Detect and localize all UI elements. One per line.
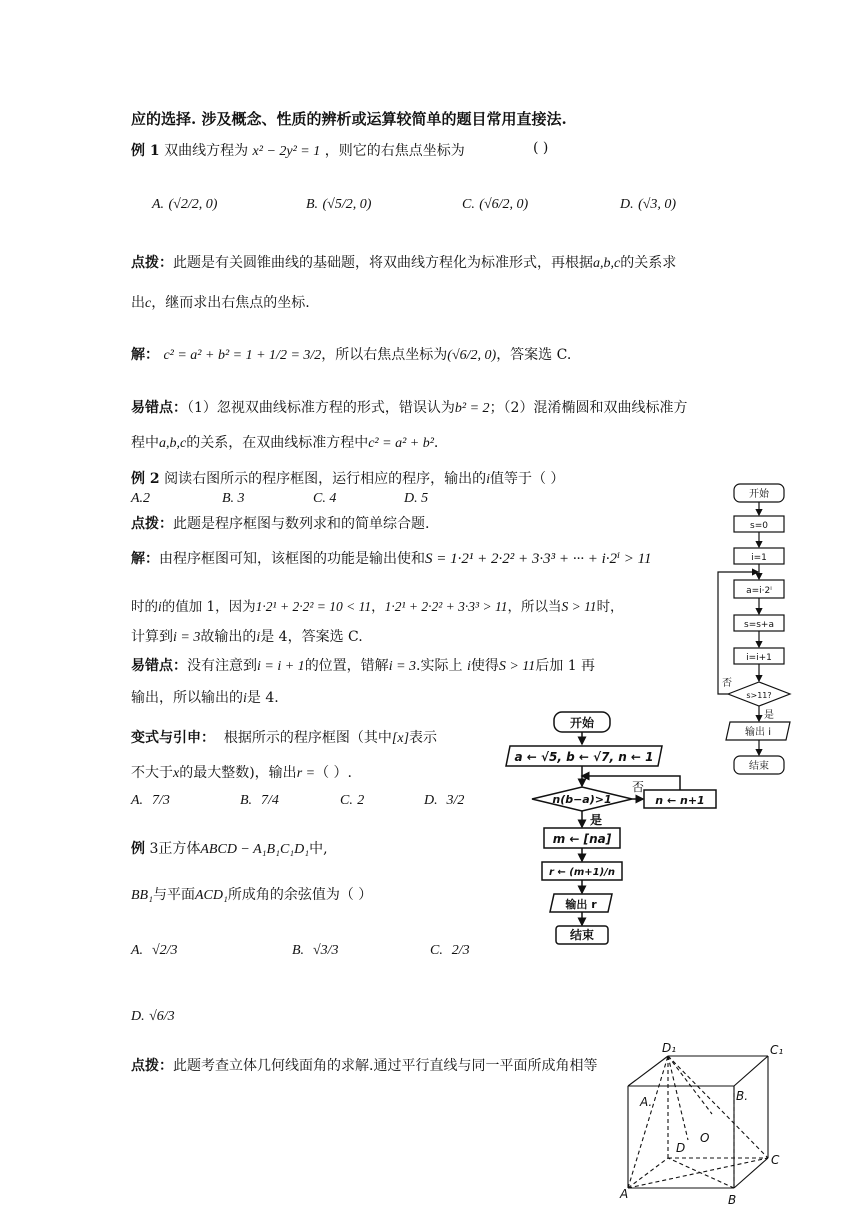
solution-text: 故输出的 <box>200 629 257 645</box>
option-value: 2 <box>357 793 365 808</box>
error-text: .实际上 <box>416 658 463 674</box>
solution-equation: c² = a² + b² = 1 + 1/2 = 3/2 <box>163 348 322 363</box>
ex1-option-c <box>462 196 528 213</box>
flow1-start: 开始 <box>749 489 769 500</box>
solution-label: 解： <box>131 347 159 363</box>
variant-text: 根据所示的程序框图（其中 <box>223 730 392 746</box>
ex2-label: 例 2 <box>131 471 160 487</box>
error-text: ；（2）混淆椭圆和双曲线标准方 <box>489 400 688 416</box>
flow1-end: 结束 <box>749 761 769 772</box>
ex1-text2: ，则它的右焦点坐标为 <box>324 143 465 159</box>
ex1-hint <box>131 252 676 272</box>
ex3-text: 与平面 <box>152 887 195 903</box>
variant-text: （ ）. <box>315 765 352 781</box>
error-text: 程中 <box>131 435 159 451</box>
error-label: 易错点： <box>131 400 187 416</box>
ex3-option-a <box>131 942 178 959</box>
ex3-question <box>131 838 328 858</box>
ex3-text: 正方体 <box>158 841 201 857</box>
flow2-start: 开始 <box>569 716 595 730</box>
error-text: 没有注意到 <box>187 658 257 674</box>
ex2-option-b: B. 3 <box>222 491 245 506</box>
ex1-error <box>131 397 687 417</box>
ex2-question <box>131 468 564 488</box>
solution-eq: i = 3 <box>173 630 201 645</box>
option-letter: B. <box>240 793 253 808</box>
flow2-m: m ← [na] <box>552 832 612 846</box>
hint-vars: a,b,c <box>593 256 621 271</box>
ex3-option-b <box>292 942 339 959</box>
ex1-option-a <box>152 196 217 213</box>
hint-var: c <box>145 296 152 311</box>
ex3-hint <box>131 1055 597 1075</box>
hint-text: 此题考查立体几何线面角的求解.通过平行直线与同一平面所成角相等 <box>173 1058 598 1074</box>
ex3-number: 3 <box>149 841 159 857</box>
solution-eq: 1·2¹ + 2·2² + 3·3³ > 11 <box>384 599 508 614</box>
error-text: 的关系，在双曲线标准方程中 <box>186 435 369 451</box>
error-var: i <box>466 659 471 674</box>
solution-eq: 1·2¹ + 2·2² = 10 < 11 <box>255 599 372 614</box>
cube-figure <box>616 1040 796 1216</box>
solution-text: ， <box>371 599 385 615</box>
option-letter: A. <box>152 197 165 212</box>
ex3-plane: ACD₁ <box>194 888 228 903</box>
option-letter: C. <box>340 793 353 808</box>
variant-text: 表示 <box>409 730 438 746</box>
hint-text: ，继而求出右焦点的坐标. <box>151 295 310 311</box>
option-letter: C. <box>430 943 443 958</box>
solution-text: 是 4，答案选 C. <box>260 629 363 645</box>
ex1-option-b <box>306 196 371 213</box>
variant-option-a <box>131 792 170 809</box>
option-letter: D. <box>424 793 438 808</box>
variant-question-line2 <box>131 762 352 782</box>
hint-label: 点拨： <box>131 1058 173 1074</box>
label-d: D <box>676 1141 686 1155</box>
error-vars: a,b,c <box>159 436 187 451</box>
ex2-hint <box>131 513 429 533</box>
option-letter: A. <box>131 943 144 958</box>
ex2-error-line2 <box>131 687 279 707</box>
flow1-s0: s=0 <box>750 521 768 531</box>
flow2-yes: 是 <box>589 813 603 827</box>
solution-eq: S > 11 <box>561 599 597 614</box>
error-text: 后加 1 再 <box>535 658 596 674</box>
ex2-option-c: C. 4 <box>313 491 337 506</box>
hint-label: 点拨： <box>131 516 173 532</box>
flow1-a: a=i·2ⁱ <box>746 586 772 596</box>
error-eq: i = i + 1 <box>257 659 305 674</box>
ex3-text: 中, <box>309 841 328 857</box>
option-value: √3/3 <box>312 943 339 958</box>
flowchart-variant <box>498 706 730 946</box>
option-letter: A. <box>131 793 144 808</box>
ex2-solution <box>131 548 652 568</box>
ex3-option-d <box>131 1008 175 1025</box>
variant-question <box>131 727 437 747</box>
ex2-option-a: A.2 <box>131 491 151 506</box>
ex3-cube: ABCD − A₁B₁C₁D₁ <box>200 842 310 857</box>
variant-option-d <box>424 792 464 809</box>
solution-label: 解： <box>131 551 159 567</box>
hint-text: 此题是程序框图与数列求和的简单综合题. <box>173 516 430 532</box>
option-letter: B. <box>306 197 319 212</box>
flow1-cond: s>11? <box>746 691 772 700</box>
option-value: √6/3 <box>149 1009 175 1024</box>
flow1-output: 输出 i <box>745 727 771 738</box>
error-text: . <box>433 435 439 451</box>
ex3-segment: BB₁ <box>131 888 153 903</box>
flow1-yes: 是 <box>764 710 774 721</box>
solution-text: 计算到 <box>131 629 173 645</box>
flow2-end: 结束 <box>569 928 595 942</box>
ex1-solution <box>131 344 571 364</box>
solution-text: 的值加 1，因为 <box>161 599 256 615</box>
ex2-solution-line2 <box>131 595 624 615</box>
hint-label: 点拨： <box>131 255 173 271</box>
error-text: 的位置，错解 <box>304 658 389 674</box>
flow2-init: a ← √5, b ← √7, n ← 1 <box>514 750 654 764</box>
flow1-i1: i=1 <box>751 553 767 563</box>
flow1-no: 否 <box>722 678 732 689</box>
option-value: 7/3 <box>151 793 170 808</box>
ex2-solution-line3 <box>131 626 363 646</box>
ex1-answer-paren: ( ) <box>533 140 549 156</box>
variant-var: x <box>173 766 180 781</box>
error-text: 是 4. <box>246 690 279 706</box>
ex2-text: 阅读右图所示的程序框图，运行相应的程序，输出的 <box>164 471 487 487</box>
label-c1: C₁ <box>770 1043 784 1057</box>
variant-bracket: [x] <box>391 731 410 746</box>
option-value: 3/2 <box>446 793 465 808</box>
solution-text: 时的 <box>131 599 158 615</box>
solution-eq: S = 1·2¹ + 2·2² + 3·3³ + ··· + i·2ⁱ > 11 <box>425 551 652 567</box>
variant-option-b <box>240 792 279 809</box>
flow1-inc: i=i+1 <box>746 653 772 663</box>
solution-var: i <box>158 599 162 614</box>
solution-text: ，答案选 C. <box>496 347 572 363</box>
option-value: (√6/2, 0) <box>479 197 529 212</box>
flow2-output: 输出 r <box>565 898 597 911</box>
error-eq: S > 11 <box>498 659 536 674</box>
option-value: (√5/2, 0) <box>322 197 372 212</box>
flow2-r: r ← (m+1)/n <box>549 867 615 878</box>
label-a: A <box>620 1187 629 1201</box>
variant-label: 变式与引申： <box>131 730 215 746</box>
ex1-question <box>131 140 465 160</box>
solution-text: ，所以右焦点坐标为 <box>321 347 448 363</box>
intro-line: 应的选择. 涉及概念、性质的辨析或运算较简单的题目常用直接法. <box>131 110 567 128</box>
solution-var: i <box>256 630 261 645</box>
variant-option-c <box>340 792 364 809</box>
flow2-inc: n ← n+1 <box>655 794 705 807</box>
ex3-option-c <box>430 942 470 959</box>
option-value: (√3, 0) <box>638 197 677 212</box>
option-value: √2/3 <box>151 943 178 958</box>
ex1-hint-line2 <box>131 292 310 312</box>
option-letter: D. <box>620 197 634 212</box>
error-var: i <box>243 691 247 706</box>
error-eq: i = 3 <box>388 659 417 674</box>
option-value: 2/3 <box>451 943 470 958</box>
ex1-option-d <box>620 196 676 213</box>
label-d1: D₁ <box>662 1041 677 1055</box>
variant-eq: r = <box>296 766 316 781</box>
solution-point: (√6/2, 0) <box>447 348 497 363</box>
ex3-label: 例 <box>131 841 145 857</box>
flow2-cond: n(b−a)>1 <box>552 793 612 806</box>
solution-text: ，所以当 <box>507 599 562 615</box>
label-b1: B. <box>736 1089 749 1103</box>
ex1-label: 例 1 <box>131 143 160 159</box>
option-value: (√2/2, 0) <box>168 197 218 212</box>
ex2-option-d: D. 5 <box>404 491 429 506</box>
ex3-question-line2 <box>131 884 372 904</box>
hint-text: 出 <box>131 295 145 311</box>
label-a1: A. <box>640 1095 653 1109</box>
variant-text: 不大于 <box>131 765 173 781</box>
ex1-text: 双曲线方程为 <box>164 143 249 159</box>
variant-text: 的最大整数)，输出 <box>179 765 297 781</box>
label-c: C <box>771 1153 780 1167</box>
solution-text: 由程序框图可知，该框图的功能是输出使和 <box>159 551 425 567</box>
ex2-text: 值等于（ ） <box>489 471 565 487</box>
label-b: B <box>728 1193 737 1207</box>
flow1-s: s=s+a <box>744 620 774 630</box>
error-eq: c² = a² + b² <box>368 436 434 451</box>
error-text: 输出，所以输出的 <box>131 690 243 706</box>
ex1-error-line2 <box>131 432 438 452</box>
ex1-equation: x² − 2y² = 1 <box>252 144 321 159</box>
error-text: 使得 <box>470 658 499 674</box>
error-eq: b² = 2 <box>454 401 490 416</box>
option-letter: C. <box>462 197 475 212</box>
hint-text: 此题是有关圆锥曲线的基础题，将双曲线方程化为标准形式，再根据 <box>173 255 593 271</box>
error-label: 易错点： <box>131 658 187 674</box>
label-o: O <box>700 1131 710 1145</box>
ex2-error <box>131 655 595 675</box>
option-value: 7/4 <box>260 793 279 808</box>
option-letter: D. <box>131 1009 145 1024</box>
ex3-text: 所成角的余弦值为（ ） <box>227 887 373 903</box>
flow2-no: 否 <box>631 780 645 794</box>
hint-text: 的关系求 <box>620 255 677 271</box>
error-text: （1）忽视双曲线标准方程的形式，错误认为 <box>187 400 455 416</box>
ex2-var: i <box>486 472 490 487</box>
option-letter: B. <box>292 943 305 958</box>
solution-text: 时， <box>596 599 624 615</box>
